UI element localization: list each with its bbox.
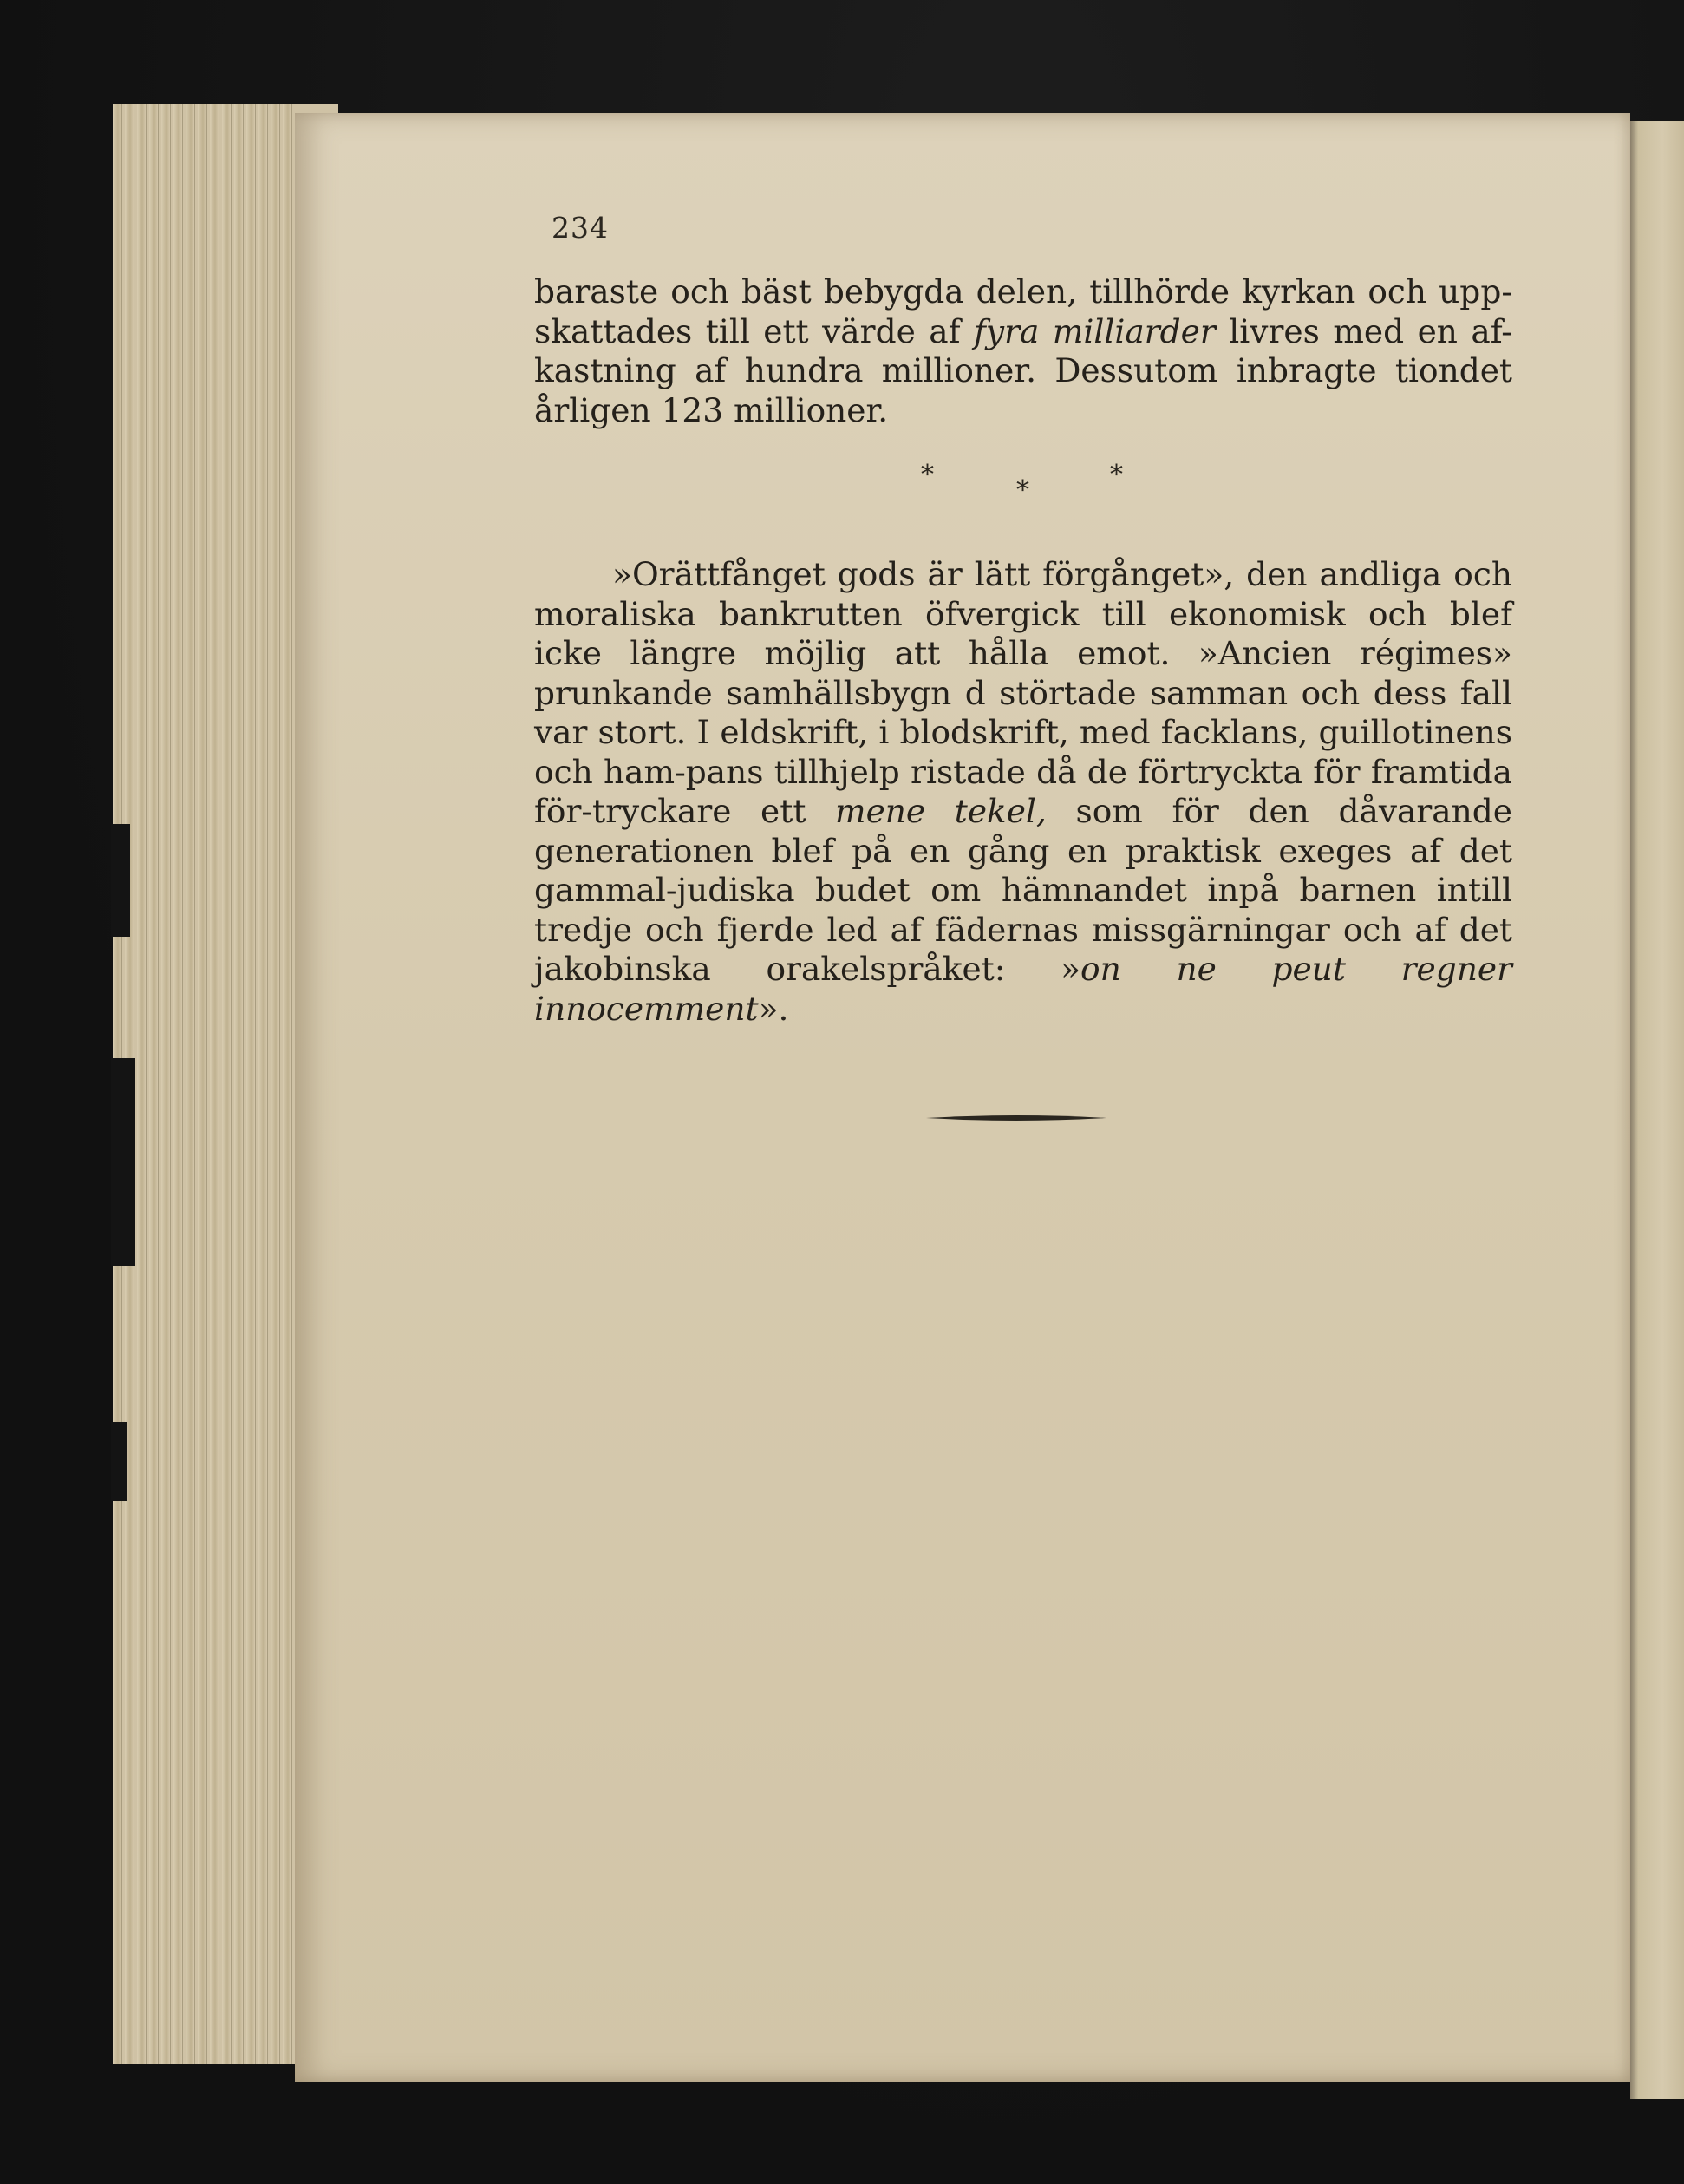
- body-text: ».: [758, 989, 789, 1028]
- body-text: livres med en af-kastning af hundra millioner. Dessutom inbragte tiondet årligen 123 millioner.: [534, 311, 1512, 429]
- paragraph-1-text: [534, 272, 1512, 430]
- torn-edge: [111, 1422, 127, 1501]
- page-number: 234: [552, 211, 609, 245]
- asterism: [911, 460, 1153, 512]
- torn-edge: [111, 824, 130, 937]
- body-text: baraste och bäst bebygda delen, tillhörde kyrkan och upp-skattades till ett värde af: [534, 272, 1512, 350]
- asterism-star: *: [1016, 475, 1029, 506]
- italic-text: on ne peut regner innocemment: [534, 950, 1512, 1028]
- asterism-star: *: [1110, 460, 1123, 490]
- paragraph-2: [534, 555, 1512, 1029]
- asterism-star: *: [921, 460, 934, 490]
- body-text: som för den dåvarande generationen blef på en gång en praktisk exeges af det gammal-judiska budet om hämnandet inpå barnen intill tredje och fjerde led af fädernas missgärningar och af det jakobinska orakelspråket: »: [534, 792, 1512, 988]
- italic-text: mene tekel,: [835, 792, 1047, 830]
- torn-edge: [111, 1058, 135, 1266]
- tailpiece-rule: [926, 1115, 1106, 1121]
- body-text: »Orättfånget gods är lätt förgånget», den andliga och moraliska bankrutten öfvergick till ekonomisk och blef icke längre möjlig att hålla emot. »Ancien régimes» prunkande samhällsbygn d störtade samman och dess fall var stort. I eldskrift, i blodskrift, med facklans, guillotinens och ham-pans tillhjelp ristade då de förtryckta för framtida för-tryckare ett: [534, 555, 1512, 830]
- paragraph-2-text: [534, 555, 1512, 1029]
- facing-page-edge: [1630, 121, 1684, 2099]
- paragraph-1: [534, 272, 1512, 430]
- italic-text: fyra milliarder: [974, 311, 1216, 350]
